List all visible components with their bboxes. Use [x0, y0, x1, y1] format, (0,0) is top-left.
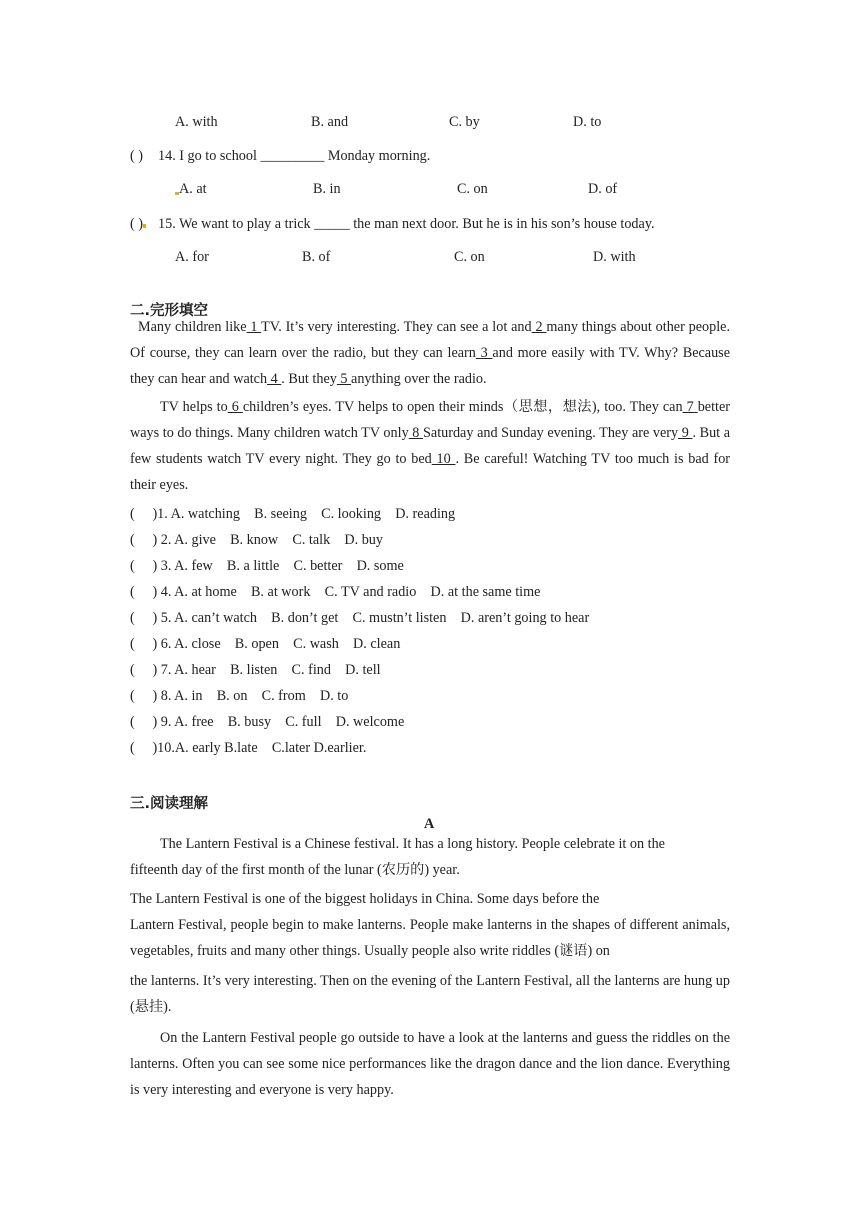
- blank-5: 5: [336, 371, 352, 388]
- q15-option-c: C. on: [454, 249, 485, 265]
- blank-9: 9: [678, 424, 693, 441]
- blank-7: 7: [682, 398, 698, 415]
- q14-option-c: C. on: [457, 181, 488, 197]
- cloze-choice-2: ( ) 2. A. give B. know C. talk D. buy: [130, 532, 383, 548]
- cloze-passage: [130, 314, 730, 498]
- q14-option-d: D. of: [588, 181, 618, 197]
- cloze-choice-4: ( ) 4. A. at home B. at work C. TV and radio D. at the same time: [130, 584, 541, 600]
- blank-2: 2: [531, 319, 547, 335]
- blank-6: 6: [227, 398, 243, 415]
- q15-question: 15. We want to play a trick _____ the man next door. But he is in his son’s house today.: [158, 216, 655, 232]
- blank-10: 10: [431, 451, 456, 468]
- blank-8: 8: [408, 424, 424, 441]
- reading-p2-block: Lantern Festival, people begin to make lanterns. People make lanterns in the shapes of different animals, vegetables, fruits and many other things. Usually people also write riddles (谜语) on: [130, 917, 730, 960]
- q15-option-d: D. with: [593, 249, 636, 265]
- reading-p1-line2: fifteenth day of the first month of the lunar (农历的) year.: [130, 862, 460, 878]
- cloze-choice-5: ( ) 5. A. can’t watch B. don’t get C. mustn’t listen D. aren’t going to hear: [130, 610, 590, 626]
- cloze-choice-1: ( )1. A. watching B. seeing C. looking D. reading: [130, 506, 456, 522]
- reading-p1-line1: The Lantern Festival is a Chinese festival. It has a long history. People celebrate it on the: [160, 836, 665, 852]
- q15-option-a: A. for: [175, 249, 209, 265]
- section-title-reading: 三.阅读理解: [130, 796, 209, 812]
- cloze-paragraph-2: TV helps to 6 children’s eyes. TV helps to open their minds（思想，想法), too. They can 7 better ways to do things. Many children watch TV only 8 Saturday and Sunday evening. They are very 9 . But a few students watch TV every night. They go to bed 10 . Be careful! Watching TV too much is bad for their eyes.: [130, 398, 731, 494]
- cloze-choice-7: ( ) 7. A. hear B. listen C. find D. tell: [130, 662, 381, 678]
- highlight-mark: [143, 224, 146, 228]
- blank-3: 3: [475, 345, 493, 362]
- cloze-choice-10: ( )10.A. early B.late C.later D.earlier.: [130, 740, 367, 756]
- q14-question: 14. I go to school _________ Monday morning.: [158, 148, 431, 164]
- blank-4: 4: [267, 371, 282, 388]
- passage-label: A: [424, 816, 435, 832]
- reading-p3: On the Lantern Festival people go outside to have a look at the lanterns and guess the riddles on the lanterns. Often you can see some nice performances like the dragon dance and the lion dance. Everything is very interesting and everyone is very happy.: [130, 1030, 730, 1099]
- q14-option-a: A. at: [179, 181, 207, 197]
- reading-p2-line1: The Lantern Festival is one of the biggest holidays in China. Some days before the: [130, 891, 600, 907]
- q13-option-c: C. by: [449, 114, 480, 130]
- q14-option-b: B. in: [313, 181, 341, 197]
- cloze-choice-3: ( ) 3. A. few B. a little C. better D. some: [130, 558, 404, 574]
- q15-option-b: B. of: [302, 249, 331, 265]
- cloze-choice-8: ( ) 8. A. in B. on C. from D. to: [130, 688, 349, 704]
- blank-1: 1: [246, 319, 262, 335]
- q14-paren: ( ): [130, 148, 143, 164]
- q13-option-d: D. to: [573, 114, 602, 130]
- q13-option-b: B. and: [311, 114, 349, 130]
- section-title-cloze: 二.完形填空: [130, 303, 209, 319]
- cloze-choice-6: ( ) 6. A. close B. open C. wash D. clean: [130, 636, 401, 652]
- q15-paren: ( ): [130, 216, 143, 232]
- q13-option-a: A. with: [175, 114, 218, 130]
- reading-p2-cont: the lanterns. It’s very interesting. Then on the evening of the Lantern Festival, all the lanterns are hung up (悬挂).: [130, 973, 730, 1016]
- cloze-paragraph-1: Many children like 1 TV. It’s very interesting. They can see a lot and 2 many things about other people. Of course, they can learn over the radio, but they can learn 3 and more easily with TV. Why? Because they can hear and watch 4 . But they 5 anything over the radio.: [130, 319, 731, 388]
- cloze-choice-9: ( ) 9. A. free B. busy C. full D. welcome: [130, 714, 405, 730]
